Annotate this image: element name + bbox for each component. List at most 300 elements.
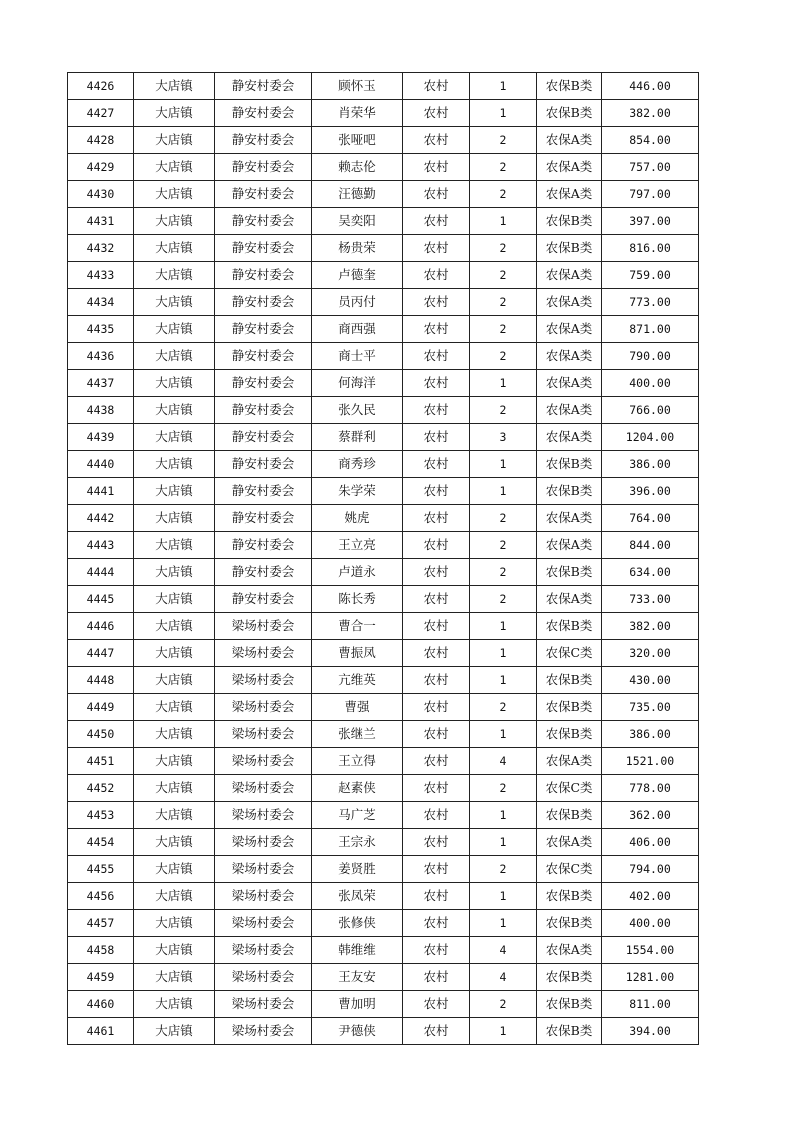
serial-no-cell: 4442	[68, 505, 134, 532]
town-cell: 大店镇	[134, 316, 215, 343]
name-cell: 王友安	[312, 964, 403, 991]
household-type-cell: 农村	[403, 991, 470, 1018]
household-type-cell: 农村	[403, 613, 470, 640]
insurance-class-cell: 农保B类	[537, 883, 602, 910]
name-cell: 卢道永	[312, 559, 403, 586]
serial-no-cell: 4429	[68, 154, 134, 181]
insurance-class-cell: 农保A类	[537, 748, 602, 775]
member-count-cell: 1	[470, 100, 537, 127]
serial-no-cell: 4439	[68, 424, 134, 451]
household-type-cell: 农村	[403, 829, 470, 856]
insurance-class-cell: 农保A类	[537, 262, 602, 289]
town-cell: 大店镇	[134, 532, 215, 559]
town-cell: 大店镇	[134, 451, 215, 478]
village-cell: 静安村委会	[215, 424, 312, 451]
insurance-class-cell: 农保A类	[537, 154, 602, 181]
town-cell: 大店镇	[134, 127, 215, 154]
serial-no-cell: 4436	[68, 343, 134, 370]
amount-cell: 790.00	[602, 343, 699, 370]
table-row	[68, 262, 699, 289]
serial-no-cell: 4426	[68, 73, 134, 100]
serial-no-cell: 4461	[68, 1018, 134, 1045]
member-count-cell: 2	[470, 154, 537, 181]
amount-cell: 816.00	[602, 235, 699, 262]
table-row	[68, 424, 699, 451]
household-type-cell: 农村	[403, 208, 470, 235]
household-type-cell: 农村	[403, 964, 470, 991]
name-cell: 韩维维	[312, 937, 403, 964]
serial-no-cell: 4432	[68, 235, 134, 262]
town-cell: 大店镇	[134, 370, 215, 397]
village-cell: 静安村委会	[215, 235, 312, 262]
table-row	[68, 127, 699, 154]
amount-cell: 394.00	[602, 1018, 699, 1045]
table-row	[68, 883, 699, 910]
name-cell: 姚虎	[312, 505, 403, 532]
member-count-cell: 1	[470, 640, 537, 667]
name-cell: 曹合一	[312, 613, 403, 640]
member-count-cell: 1	[470, 1018, 537, 1045]
village-cell: 静安村委会	[215, 505, 312, 532]
table-row	[68, 559, 699, 586]
name-cell: 赵素侠	[312, 775, 403, 802]
name-cell: 曹加明	[312, 991, 403, 1018]
village-cell: 梁场村委会	[215, 667, 312, 694]
name-cell: 商秀珍	[312, 451, 403, 478]
member-count-cell: 2	[470, 559, 537, 586]
amount-cell: 634.00	[602, 559, 699, 586]
name-cell: 肖荣华	[312, 100, 403, 127]
amount-cell: 757.00	[602, 154, 699, 181]
insurance-class-cell: 农保B类	[537, 910, 602, 937]
serial-no-cell: 4428	[68, 127, 134, 154]
name-cell: 朱学荣	[312, 478, 403, 505]
village-cell: 静安村委会	[215, 451, 312, 478]
household-type-cell: 农村	[403, 289, 470, 316]
amount-cell: 794.00	[602, 856, 699, 883]
name-cell: 员丙付	[312, 289, 403, 316]
name-cell: 商士平	[312, 343, 403, 370]
town-cell: 大店镇	[134, 73, 215, 100]
member-count-cell: 2	[470, 694, 537, 721]
insurance-class-cell: 农保B类	[537, 235, 602, 262]
household-type-cell: 农村	[403, 262, 470, 289]
name-cell: 张久民	[312, 397, 403, 424]
household-type-cell: 农村	[403, 559, 470, 586]
roster-sheet	[67, 72, 699, 1045]
village-cell: 静安村委会	[215, 586, 312, 613]
village-cell: 梁场村委会	[215, 991, 312, 1018]
household-type-cell: 农村	[403, 586, 470, 613]
insurance-class-cell: 农保A类	[537, 289, 602, 316]
town-cell: 大店镇	[134, 721, 215, 748]
household-type-cell: 农村	[403, 478, 470, 505]
amount-cell: 386.00	[602, 451, 699, 478]
household-type-cell: 农村	[403, 856, 470, 883]
amount-cell: 430.00	[602, 667, 699, 694]
name-cell: 顾怀玉	[312, 73, 403, 100]
name-cell: 曹强	[312, 694, 403, 721]
town-cell: 大店镇	[134, 1018, 215, 1045]
village-cell: 静安村委会	[215, 181, 312, 208]
serial-no-cell: 4457	[68, 910, 134, 937]
member-count-cell: 2	[470, 289, 537, 316]
serial-no-cell: 4446	[68, 613, 134, 640]
household-type-cell: 农村	[403, 532, 470, 559]
table-row	[68, 235, 699, 262]
serial-no-cell: 4455	[68, 856, 134, 883]
town-cell: 大店镇	[134, 505, 215, 532]
insurance-class-cell: 农保B类	[537, 478, 602, 505]
insurance-class-cell: 农保C类	[537, 775, 602, 802]
town-cell: 大店镇	[134, 829, 215, 856]
member-count-cell: 2	[470, 235, 537, 262]
insurance-class-cell: 农保B类	[537, 100, 602, 127]
village-cell: 静安村委会	[215, 262, 312, 289]
insurance-class-cell: 农保A类	[537, 532, 602, 559]
table-row	[68, 451, 699, 478]
insurance-class-cell: 农保A类	[537, 829, 602, 856]
table-row	[68, 1018, 699, 1045]
insurance-class-cell: 农保A类	[537, 181, 602, 208]
amount-cell: 871.00	[602, 316, 699, 343]
name-cell: 曹振凤	[312, 640, 403, 667]
insurance-class-cell: 农保A类	[537, 316, 602, 343]
village-cell: 静安村委会	[215, 316, 312, 343]
name-cell: 汪德勤	[312, 181, 403, 208]
village-cell: 静安村委会	[215, 127, 312, 154]
village-cell: 梁场村委会	[215, 829, 312, 856]
name-cell: 吴奕阳	[312, 208, 403, 235]
insurance-class-cell: 农保A类	[537, 586, 602, 613]
member-count-cell: 1	[470, 721, 537, 748]
table-row	[68, 802, 699, 829]
table-row	[68, 775, 699, 802]
table-row	[68, 397, 699, 424]
household-type-cell: 农村	[403, 910, 470, 937]
name-cell: 张哑吧	[312, 127, 403, 154]
insurance-class-cell: 农保B类	[537, 559, 602, 586]
amount-cell: 1281.00	[602, 964, 699, 991]
name-cell: 陈长秀	[312, 586, 403, 613]
member-count-cell: 2	[470, 181, 537, 208]
town-cell: 大店镇	[134, 478, 215, 505]
table-row	[68, 667, 699, 694]
town-cell: 大店镇	[134, 262, 215, 289]
town-cell: 大店镇	[134, 289, 215, 316]
serial-no-cell: 4448	[68, 667, 134, 694]
insurance-class-cell: 农保C类	[537, 640, 602, 667]
name-cell: 卢德奎	[312, 262, 403, 289]
town-cell: 大店镇	[134, 748, 215, 775]
serial-no-cell: 4454	[68, 829, 134, 856]
member-count-cell: 3	[470, 424, 537, 451]
town-cell: 大店镇	[134, 802, 215, 829]
amount-cell: 854.00	[602, 127, 699, 154]
name-cell: 王立亮	[312, 532, 403, 559]
town-cell: 大店镇	[134, 424, 215, 451]
town-cell: 大店镇	[134, 856, 215, 883]
serial-no-cell: 4447	[68, 640, 134, 667]
insurance-class-cell: 农保B类	[537, 964, 602, 991]
member-count-cell: 4	[470, 748, 537, 775]
table-row	[68, 73, 699, 100]
household-type-cell: 农村	[403, 721, 470, 748]
village-cell: 梁场村委会	[215, 1018, 312, 1045]
amount-cell: 811.00	[602, 991, 699, 1018]
serial-no-cell: 4443	[68, 532, 134, 559]
amount-cell: 362.00	[602, 802, 699, 829]
serial-no-cell: 4441	[68, 478, 134, 505]
village-cell: 梁场村委会	[215, 883, 312, 910]
serial-no-cell: 4444	[68, 559, 134, 586]
insurance-class-cell: 农保B类	[537, 694, 602, 721]
member-count-cell: 1	[470, 802, 537, 829]
amount-cell: 844.00	[602, 532, 699, 559]
serial-no-cell: 4451	[68, 748, 134, 775]
village-cell: 静安村委会	[215, 208, 312, 235]
village-cell: 梁场村委会	[215, 775, 312, 802]
member-count-cell: 2	[470, 343, 537, 370]
name-cell: 亢维英	[312, 667, 403, 694]
village-cell: 梁场村委会	[215, 721, 312, 748]
household-type-cell: 农村	[403, 181, 470, 208]
town-cell: 大店镇	[134, 154, 215, 181]
town-cell: 大店镇	[134, 559, 215, 586]
amount-cell: 382.00	[602, 100, 699, 127]
member-count-cell: 1	[470, 208, 537, 235]
table-row	[68, 640, 699, 667]
table-row	[68, 316, 699, 343]
serial-no-cell: 4453	[68, 802, 134, 829]
insurance-class-cell: 农保A类	[537, 343, 602, 370]
amount-cell: 773.00	[602, 289, 699, 316]
household-type-cell: 农村	[403, 1018, 470, 1045]
serial-no-cell: 4458	[68, 937, 134, 964]
serial-no-cell: 4459	[68, 964, 134, 991]
town-cell: 大店镇	[134, 910, 215, 937]
town-cell: 大店镇	[134, 208, 215, 235]
serial-no-cell: 4438	[68, 397, 134, 424]
member-count-cell: 2	[470, 991, 537, 1018]
household-type-cell: 农村	[403, 748, 470, 775]
name-cell: 何海洋	[312, 370, 403, 397]
serial-no-cell: 4431	[68, 208, 134, 235]
village-cell: 静安村委会	[215, 73, 312, 100]
household-type-cell: 农村	[403, 451, 470, 478]
amount-cell: 320.00	[602, 640, 699, 667]
table-row	[68, 505, 699, 532]
name-cell: 马广芝	[312, 802, 403, 829]
serial-no-cell: 4460	[68, 991, 134, 1018]
village-cell: 静安村委会	[215, 100, 312, 127]
town-cell: 大店镇	[134, 667, 215, 694]
insurance-class-cell: 农保B类	[537, 667, 602, 694]
serial-no-cell: 4450	[68, 721, 134, 748]
amount-cell: 397.00	[602, 208, 699, 235]
insurance-class-cell: 农保B类	[537, 991, 602, 1018]
town-cell: 大店镇	[134, 397, 215, 424]
table-row	[68, 937, 699, 964]
amount-cell: 778.00	[602, 775, 699, 802]
village-cell: 静安村委会	[215, 532, 312, 559]
table-row	[68, 991, 699, 1018]
town-cell: 大店镇	[134, 100, 215, 127]
insurance-class-cell: 农保A类	[537, 127, 602, 154]
table-row	[68, 613, 699, 640]
roster-body	[68, 73, 699, 1045]
household-type-cell: 农村	[403, 316, 470, 343]
household-type-cell: 农村	[403, 694, 470, 721]
amount-cell: 1521.00	[602, 748, 699, 775]
insurance-class-cell: 农保B类	[537, 721, 602, 748]
member-count-cell: 2	[470, 856, 537, 883]
name-cell: 姜贤胜	[312, 856, 403, 883]
village-cell: 梁场村委会	[215, 937, 312, 964]
table-row	[68, 964, 699, 991]
serial-no-cell: 4449	[68, 694, 134, 721]
table-row	[68, 910, 699, 937]
member-count-cell: 2	[470, 127, 537, 154]
member-count-cell: 1	[470, 370, 537, 397]
amount-cell: 386.00	[602, 721, 699, 748]
household-type-cell: 农村	[403, 370, 470, 397]
insurance-class-cell: 农保A类	[537, 505, 602, 532]
amount-cell: 400.00	[602, 910, 699, 937]
member-count-cell: 1	[470, 613, 537, 640]
town-cell: 大店镇	[134, 613, 215, 640]
household-type-cell: 农村	[403, 235, 470, 262]
member-count-cell: 1	[470, 451, 537, 478]
serial-no-cell: 4456	[68, 883, 134, 910]
table-row	[68, 478, 699, 505]
household-type-cell: 农村	[403, 775, 470, 802]
insurance-class-cell: 农保A类	[537, 937, 602, 964]
town-cell: 大店镇	[134, 991, 215, 1018]
insurance-class-cell: 农保B类	[537, 613, 602, 640]
household-type-cell: 农村	[403, 883, 470, 910]
serial-no-cell: 4427	[68, 100, 134, 127]
serial-no-cell: 4437	[68, 370, 134, 397]
village-cell: 梁场村委会	[215, 964, 312, 991]
town-cell: 大店镇	[134, 235, 215, 262]
town-cell: 大店镇	[134, 964, 215, 991]
household-type-cell: 农村	[403, 937, 470, 964]
table-row	[68, 100, 699, 127]
household-type-cell: 农村	[403, 667, 470, 694]
amount-cell: 733.00	[602, 586, 699, 613]
household-type-cell: 农村	[403, 154, 470, 181]
table-row	[68, 343, 699, 370]
serial-no-cell: 4434	[68, 289, 134, 316]
village-cell: 梁场村委会	[215, 802, 312, 829]
village-cell: 静安村委会	[215, 397, 312, 424]
household-type-cell: 农村	[403, 73, 470, 100]
insurance-class-cell: 农保B类	[537, 208, 602, 235]
member-count-cell: 2	[470, 262, 537, 289]
town-cell: 大店镇	[134, 937, 215, 964]
name-cell: 张凤荣	[312, 883, 403, 910]
amount-cell: 396.00	[602, 478, 699, 505]
village-cell: 梁场村委会	[215, 910, 312, 937]
member-count-cell: 2	[470, 316, 537, 343]
amount-cell: 797.00	[602, 181, 699, 208]
insurance-class-cell: 农保A类	[537, 424, 602, 451]
name-cell: 王立得	[312, 748, 403, 775]
town-cell: 大店镇	[134, 586, 215, 613]
member-count-cell: 2	[470, 505, 537, 532]
table-row	[68, 748, 699, 775]
insurance-class-cell: 农保A类	[537, 397, 602, 424]
amount-cell: 402.00	[602, 883, 699, 910]
name-cell: 商西强	[312, 316, 403, 343]
amount-cell: 766.00	[602, 397, 699, 424]
household-type-cell: 农村	[403, 343, 470, 370]
insurance-class-cell: 农保B类	[537, 451, 602, 478]
roster-table	[67, 72, 699, 1045]
name-cell: 张修侠	[312, 910, 403, 937]
member-count-cell: 2	[470, 397, 537, 424]
member-count-cell: 1	[470, 910, 537, 937]
village-cell: 梁场村委会	[215, 856, 312, 883]
member-count-cell: 4	[470, 937, 537, 964]
amount-cell: 735.00	[602, 694, 699, 721]
household-type-cell: 农村	[403, 100, 470, 127]
table-row	[68, 289, 699, 316]
table-row	[68, 694, 699, 721]
serial-no-cell: 4452	[68, 775, 134, 802]
table-row	[68, 370, 699, 397]
table-row	[68, 181, 699, 208]
amount-cell: 400.00	[602, 370, 699, 397]
serial-no-cell: 4430	[68, 181, 134, 208]
member-count-cell: 1	[470, 829, 537, 856]
amount-cell: 382.00	[602, 613, 699, 640]
village-cell: 静安村委会	[215, 370, 312, 397]
town-cell: 大店镇	[134, 775, 215, 802]
member-count-cell: 4	[470, 964, 537, 991]
member-count-cell: 1	[470, 73, 537, 100]
insurance-class-cell: 农保A类	[537, 370, 602, 397]
village-cell: 静安村委会	[215, 559, 312, 586]
name-cell: 尹德侠	[312, 1018, 403, 1045]
serial-no-cell: 4440	[68, 451, 134, 478]
village-cell: 梁场村委会	[215, 694, 312, 721]
town-cell: 大店镇	[134, 883, 215, 910]
village-cell: 静安村委会	[215, 343, 312, 370]
household-type-cell: 农村	[403, 127, 470, 154]
amount-cell: 406.00	[602, 829, 699, 856]
household-type-cell: 农村	[403, 505, 470, 532]
table-row	[68, 721, 699, 748]
town-cell: 大店镇	[134, 181, 215, 208]
amount-cell: 764.00	[602, 505, 699, 532]
insurance-class-cell: 农保B类	[537, 1018, 602, 1045]
table-row	[68, 154, 699, 181]
serial-no-cell: 4445	[68, 586, 134, 613]
village-cell: 静安村委会	[215, 154, 312, 181]
name-cell: 王宗永	[312, 829, 403, 856]
table-row	[68, 208, 699, 235]
member-count-cell: 2	[470, 775, 537, 802]
household-type-cell: 农村	[403, 424, 470, 451]
member-count-cell: 2	[470, 532, 537, 559]
household-type-cell: 农村	[403, 640, 470, 667]
member-count-cell: 1	[470, 883, 537, 910]
village-cell: 静安村委会	[215, 289, 312, 316]
member-count-cell: 1	[470, 478, 537, 505]
village-cell: 梁场村委会	[215, 640, 312, 667]
